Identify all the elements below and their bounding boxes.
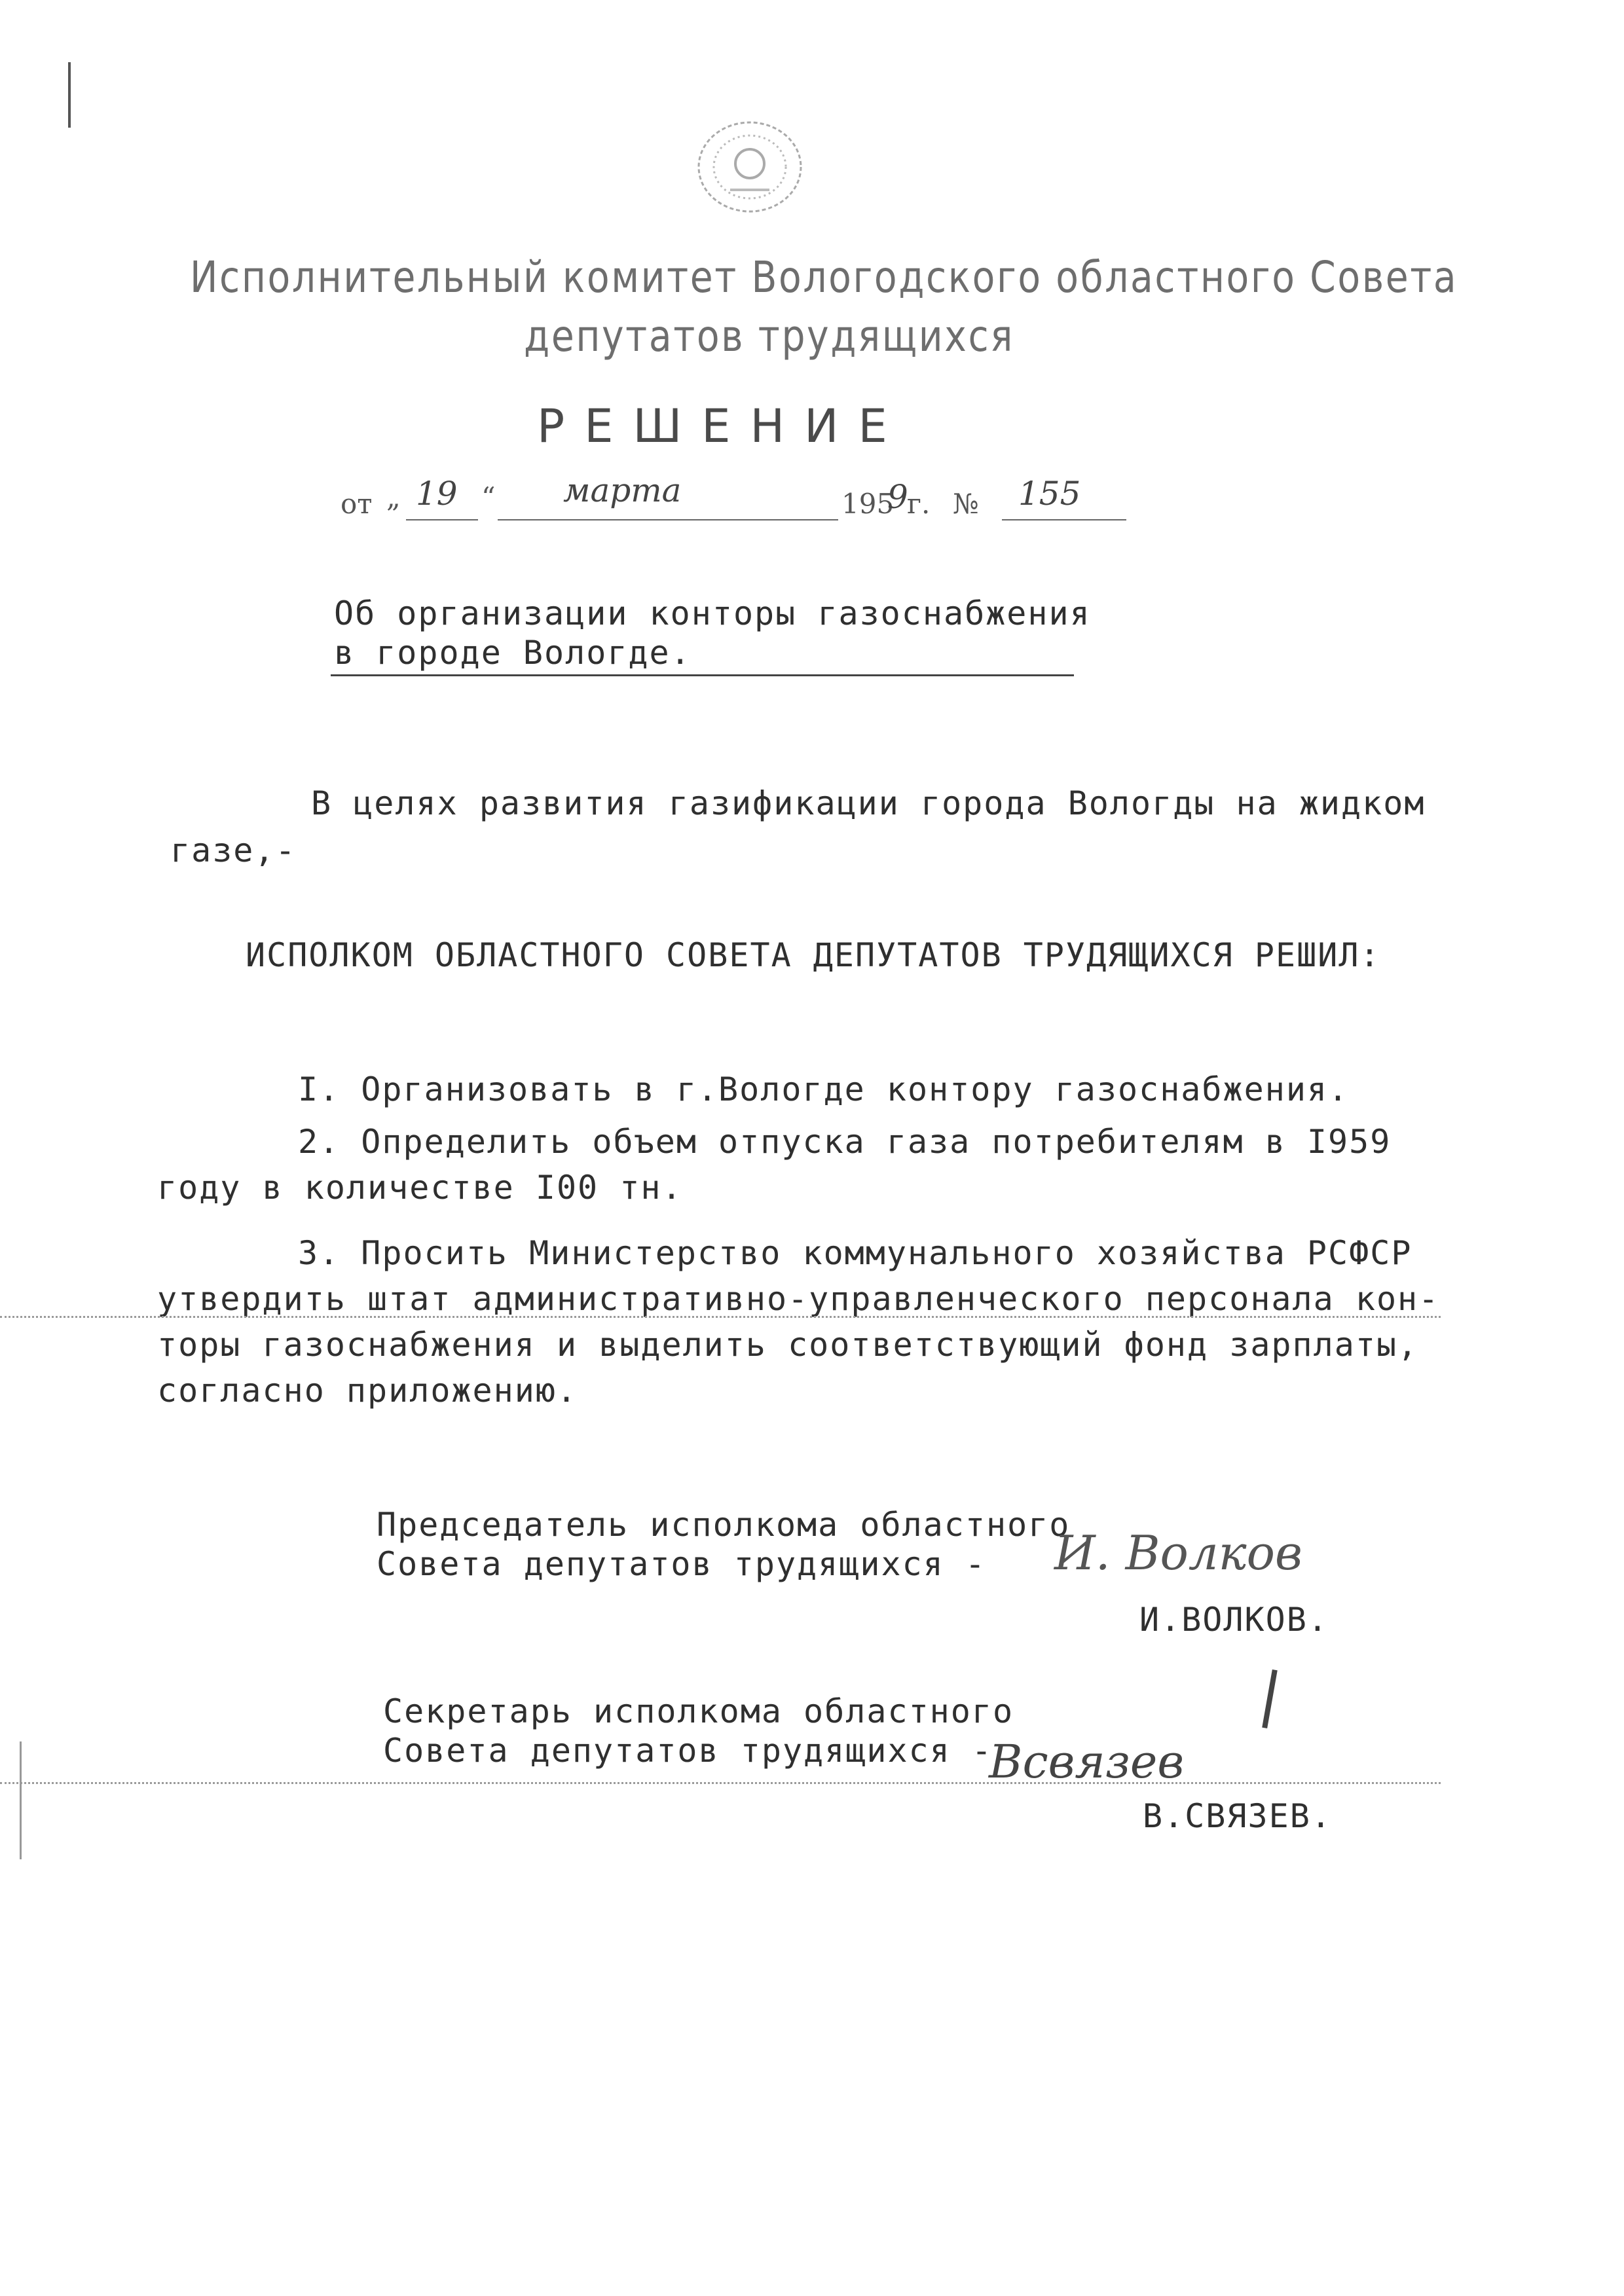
- item-3-line3: торы газоснабжения и выделить соответствующий фонд зарплаты,: [157, 1326, 1419, 1364]
- date-day-underline: [406, 519, 478, 520]
- date-day: 19: [416, 475, 458, 513]
- secretary-title-line2: Совета депутатов трудящихся -: [383, 1732, 993, 1770]
- date-year-suffix: 9: [887, 478, 908, 516]
- item-2-line1: 2. Определить объем отпуска газа потребителям в I959: [298, 1123, 1392, 1161]
- chairman-title-line2: Совета депутатов трудящихся -: [377, 1545, 986, 1583]
- subject-underline: [331, 674, 1074, 676]
- number-label: №: [953, 488, 979, 520]
- chairman-signature: И. Волков: [1054, 1525, 1302, 1580]
- emblem-seal: [691, 118, 809, 216]
- intro-line1: В целях развития газификации города Вологды на жидком: [311, 784, 1426, 822]
- document-title: РЕШЕНИЕ: [537, 399, 907, 453]
- item-3-line4: согласно приложению.: [157, 1372, 578, 1410]
- decision-number: 155: [1018, 475, 1081, 513]
- binding-mark: [20, 1741, 22, 1859]
- date-year-prefix: 195: [841, 488, 895, 520]
- resolution-heading: ИСПОЛКОМ ОБЛАСТНОГО СОВЕТА ДЕПУТАТОВ ТРУДЯЩИХСЯ РЕШИЛ:: [246, 936, 1381, 974]
- scan-artifact-line: [0, 1782, 1441, 1784]
- date-year-label: г.: [907, 488, 931, 520]
- secretary-signature-stroke: [1262, 1669, 1278, 1728]
- item-3-line2: утвердить штат административно-управленческого персонала кон-: [157, 1280, 1440, 1318]
- subject-line1: Об организации конторы газоснабжения: [334, 594, 1091, 632]
- secretary-signature: Всвязев: [989, 1735, 1185, 1789]
- subject-line2: в городе Вологде.: [334, 634, 692, 672]
- chairman-name: И.ВОЛКОВ.: [1139, 1601, 1329, 1639]
- date-line: [341, 471, 1126, 527]
- chairman-title-line1: Председатель исполкома областного: [377, 1506, 1071, 1544]
- item-1: I. Организовать в г.Вологде контору газоснабжения.: [298, 1070, 1350, 1108]
- secretary-name: В.СВЯЗЕВ.: [1143, 1797, 1332, 1835]
- date-prefix: от: [341, 488, 373, 520]
- item-2-line2: году в количестве I00 тн.: [157, 1169, 683, 1207]
- date-month: марта: [563, 471, 682, 509]
- margin-mark: [68, 62, 71, 128]
- number-underline: [1002, 519, 1126, 520]
- org-header-line1: Исполнительный комитет Вологодского областного Совета: [190, 252, 1458, 302]
- date-close-quote: “: [481, 481, 496, 513]
- org-header-line2: депутатов трудящихся: [524, 311, 1014, 361]
- intro-line2: газе,-: [170, 831, 297, 869]
- date-open-quote: „: [386, 481, 401, 513]
- scan-artifact-line: [0, 1316, 1441, 1318]
- secretary-title-line1: Секретарь исполкома областного: [383, 1692, 1014, 1730]
- item-3-line1: 3. Просить Министерство коммунального хозяйства РСФСР: [298, 1234, 1412, 1272]
- date-month-underline: [498, 519, 838, 520]
